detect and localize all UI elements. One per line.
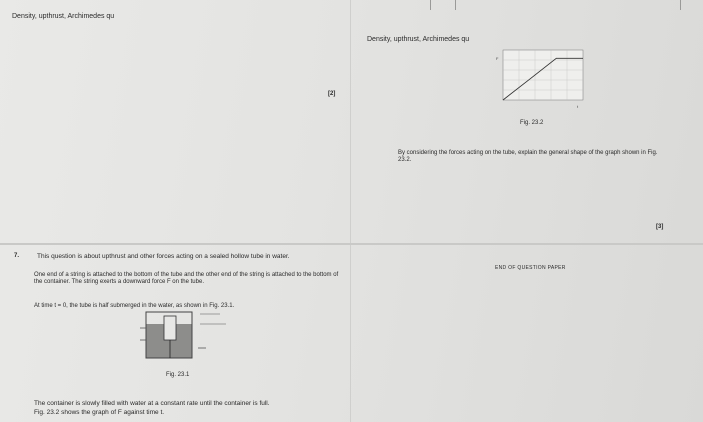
figure-23-1-caption: Fig. 23.1 [166, 372, 190, 378]
binder-tab [455, 0, 456, 10]
page-fold [0, 243, 703, 245]
tube-diagram [140, 310, 235, 362]
question-fill-text: The container is slowly filled with water at a constant rate until the container is full. [34, 400, 270, 407]
tube [164, 316, 176, 340]
question-number: 7. [14, 253, 20, 259]
binder-tab [430, 0, 431, 10]
header-right-title: Density, upthrust, Archimedes qu [367, 36, 470, 43]
explain-question: By considering the forces acting on the tube, explain the general shape of the graph shown in Fig. 23.2. [398, 150, 658, 163]
graph-area [503, 50, 583, 100]
y-axis-label: F [496, 56, 499, 61]
question-graph-text: Fig. 23.2 shows the graph of F against time t. [34, 409, 165, 416]
marks-2: [2] [328, 91, 336, 97]
end-of-paper: END OF QUESTION PAPER [495, 265, 566, 271]
question-string-text: One end of a string is attached to the bottom of the tube and the other end of the string is attached to the bottom of the container. The string exerts a downward force F on the tube. [34, 272, 339, 285]
header-left-title: Density, upthrust, Archimedes qu [12, 13, 115, 20]
x-axis-label: t [577, 104, 579, 109]
force-time-graph [493, 48, 587, 112]
figure-23-2-caption: Fig. 23.2 [520, 120, 544, 126]
marks-3: [3] [656, 224, 664, 230]
page-divider [350, 0, 351, 422]
question-intro: This question is about upthrust and other forces acting on a sealed hollow tube in water. [37, 253, 290, 260]
question-time-text: At time t = 0, the tube is half submerged in the water, as shown in Fig. 23.1. [34, 303, 235, 309]
binder-tab [680, 0, 681, 10]
